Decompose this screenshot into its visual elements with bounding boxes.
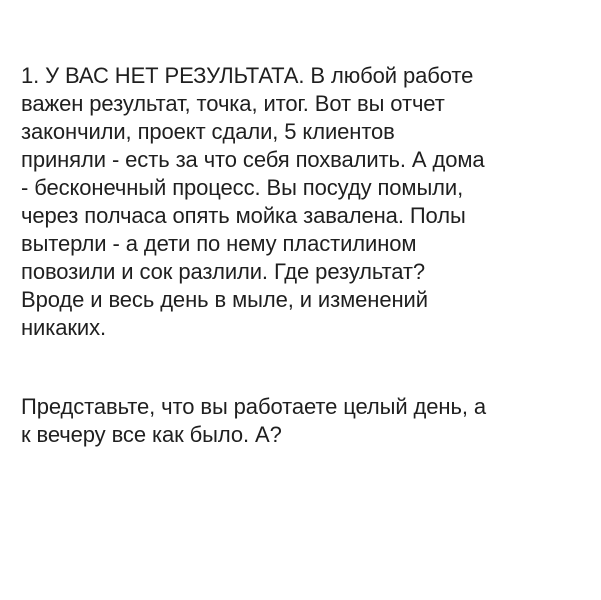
paragraph-no-result: 1. У ВАС НЕТ РЕЗУЛЬТАТА. В любой работе важен результат, точка, итог. Вот вы отчет закончили, проект сдали, 5 клиентов приняли - есть за что себя похвалить. А дома - бесконечный процесс. Вы посуду помыли, через полчаса опять мойка завалена. Полы вытерли - а дети по нему пластилином повозили и сок разлили. Где результат? Вроде и весь день в мыле, и изменений никаких.	[21, 63, 485, 340]
paragraph-imagine: Представьте, что вы работаете целый день, а к вечеру все как было. А?	[21, 394, 486, 447]
